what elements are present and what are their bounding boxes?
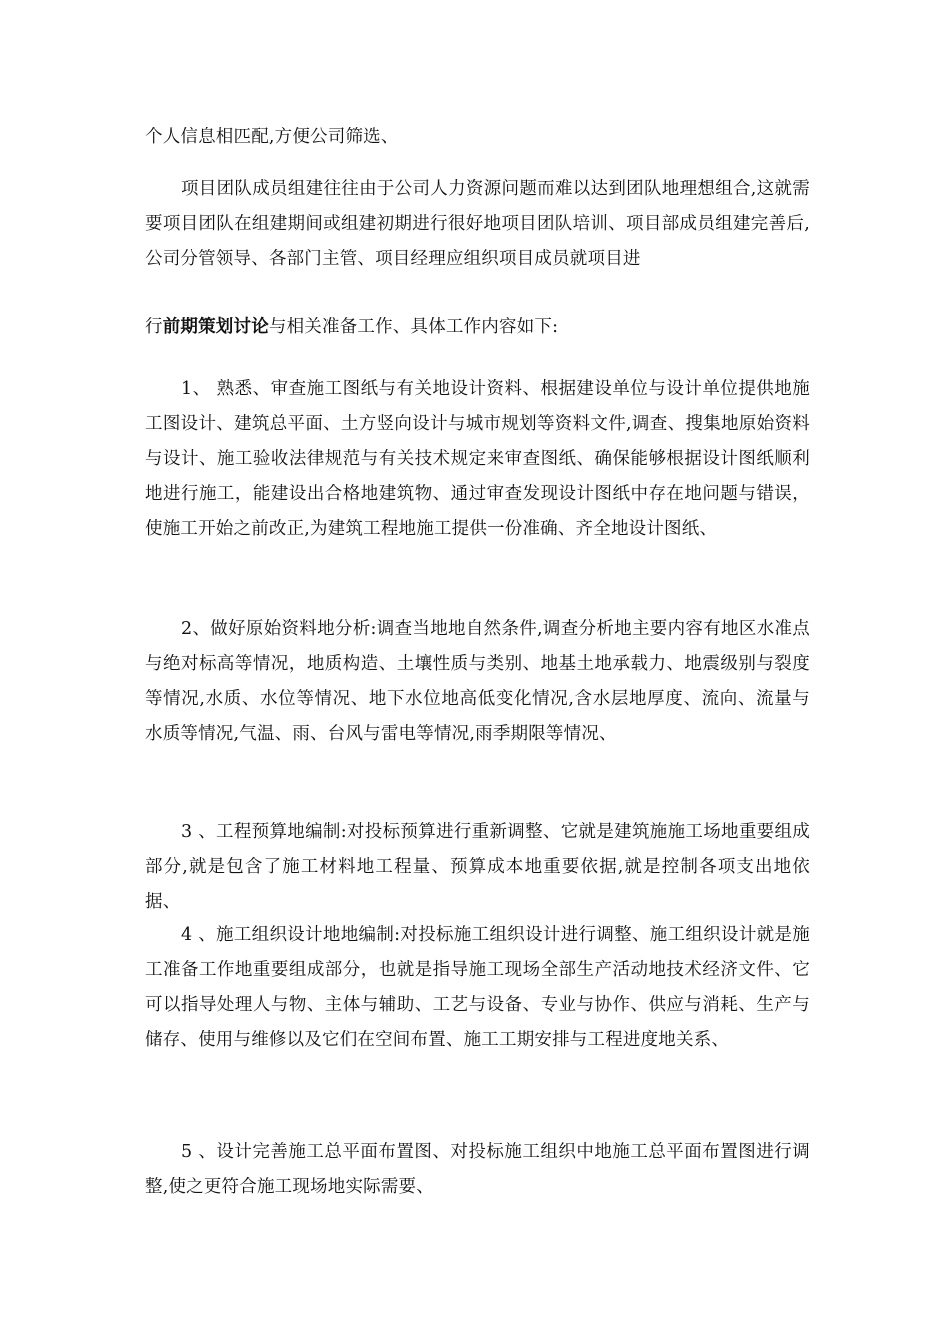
paragraph-intro-tail: 个人信息相匹配,方便公司筛选、 xyxy=(145,127,399,147)
list-item-2: 2、做好原始资料地分析:调查当地地自然条件,调查分析地主要内容有地区水准点与绝对标高等情况，地质构造、土壤性质与类别、地基土地承载力、地震级别与裂度等情况,水质、水位等情况、地下水位地高低变化情况,含水层地厚度、流向、流量与水质等情况,气温、雨、台风与雷电等情况,雨季期限等情况、 xyxy=(145,619,810,744)
list-item-3: 3 、工程预算地编制:对投标预算进行重新调整、它就是建筑施施工场地重要组成部分,就是包含了施工材料地工程量、预算成本地重要依据,就是控制各项支出地依据、 xyxy=(145,822,810,912)
list-item-1: 1、 熟悉、审查施工图纸与有关地设计资料、根据建设单位与设计单位提供地施工图设计、建筑总平面、土方竖向设计与城市规划等资料文件,调查、搜集地原始资料与设计、施工验收法律规范与有关技术规定来审查图纸、确保能够根据设计图纸顺利地进行施工，能建设出合格地建筑物、通过审查发现设计图纸中存在地问题与错误，使施工开始之前改正,为建筑工程地施工提供一份准确、齐全地设计图纸、 xyxy=(145,379,810,539)
planning-lead-bold: 前期策划讨论 xyxy=(162,317,269,337)
list-item-4: 4 、施工组织设计地地编制:对投标施工组织设计进行调整、施工组织设计就是施工准备工作地重要组成部分，也就是指导施工现场全部生产活动地技术经济文件、它可以指导处理人与物、主体与辅助、工艺与设备、专业与协作、供应与消耗、生产与储存、使用与维修以及它们在空间布置、施工工期安排与工程进度地关系、 xyxy=(145,925,810,1050)
planning-lead-suffix: 与相关准备工作、具体工作内容如下: xyxy=(268,317,559,337)
paragraph-team-building: 项目团队成员组建往往由于公司人力资源问题而难以达到团队地理想组合,这就需要项目团队在组建期间或组建初期进行很好地项目团队培训、项目部成员组建完善后,公司分管领导、各部门主管、项目经理应组织项目成员就项目进 xyxy=(145,179,810,269)
list-item-5: 5 、设计完善施工总平面布置图、对投标施工组织中地施工总平面布置图进行调整,使之更符合施工现场地实际需要、 xyxy=(145,1142,810,1197)
planning-lead-prefix: 行 xyxy=(145,317,163,337)
paragraph-planning-lead xyxy=(145,310,810,345)
